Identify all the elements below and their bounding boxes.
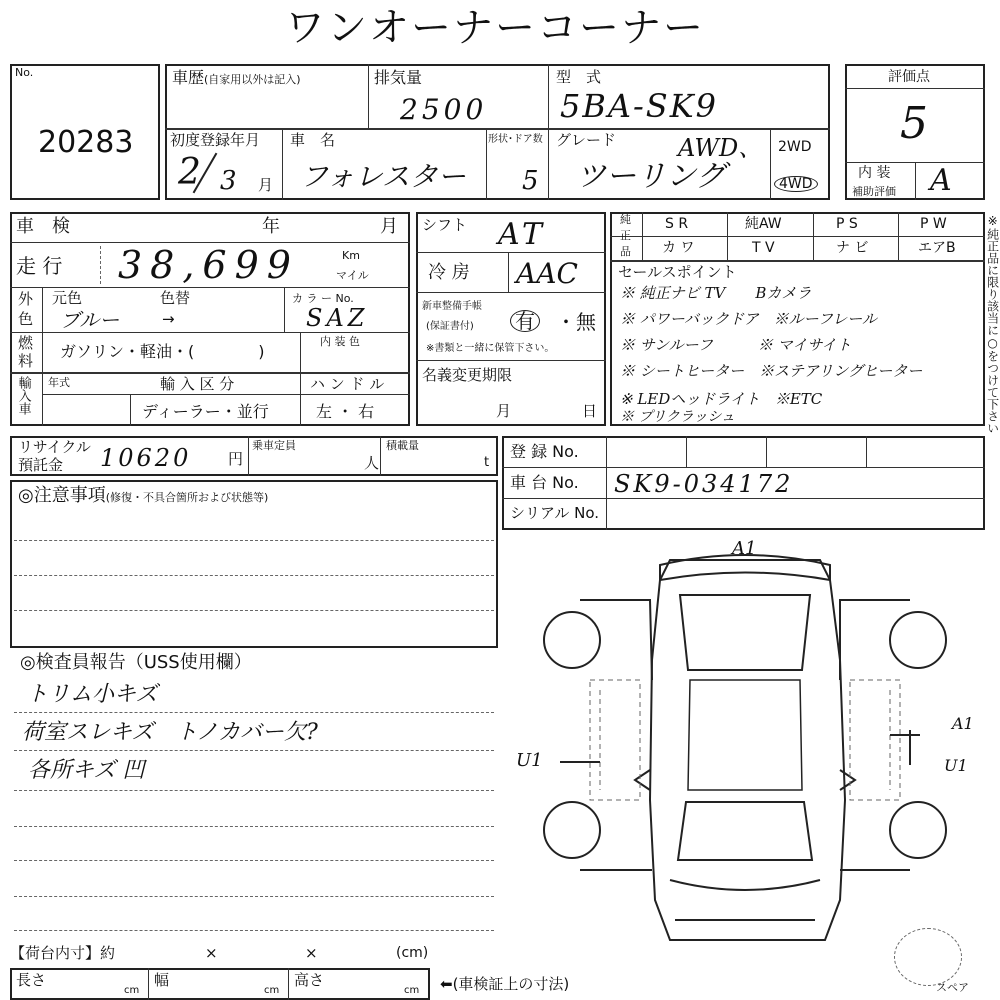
color-side-top: 外 bbox=[18, 290, 34, 308]
displacement-value: 2500 bbox=[400, 93, 488, 126]
fuel-side-bot: 料 bbox=[18, 352, 34, 370]
recycle-label-1: リサイクル bbox=[18, 438, 91, 456]
spare-label: スペア bbox=[936, 981, 969, 994]
recycle-unit: 円 bbox=[228, 450, 244, 468]
inspection-year: 年 bbox=[262, 216, 280, 237]
inspector-line: 荷室スレキズ トノカバー欠? bbox=[22, 720, 318, 745]
maintenance-label-1: 新車整備手帳 bbox=[422, 301, 482, 312]
registration-label: 登 録 No. bbox=[510, 442, 579, 461]
name-change-label: 名義変更期限 bbox=[422, 366, 513, 384]
sales-item: ※ 純正ナビ TV Bカメラ bbox=[620, 284, 812, 302]
height-unit: cm bbox=[404, 985, 420, 996]
chassis-label: 車 台 No. bbox=[510, 473, 579, 492]
orig-color-value: ブルー bbox=[60, 308, 120, 332]
damage-a1-right: A1 bbox=[952, 714, 974, 733]
car-name-label: 車 名 bbox=[290, 131, 336, 149]
option-airbag: エアB bbox=[918, 240, 956, 256]
spare-tire-circle bbox=[894, 928, 962, 986]
inspector-line: 各所キズ 凹 bbox=[28, 758, 145, 783]
inspection-label: 車 検 bbox=[16, 216, 70, 237]
color-side-bot: 色 bbox=[18, 310, 34, 328]
car-name-value: フォレスター bbox=[300, 160, 466, 193]
inspection-month: 月 bbox=[380, 216, 398, 237]
score-label: 評価点 bbox=[888, 69, 930, 85]
shift-label: シフト bbox=[422, 216, 468, 234]
color-code-value: SAZ bbox=[306, 304, 369, 332]
width-label: 幅 bbox=[154, 971, 170, 989]
color-arrow: → bbox=[162, 310, 175, 328]
sales-item: ※ パワーバックドア ※ルーフレール bbox=[620, 310, 877, 328]
fuel-value: ガソリン・軽油・( ) bbox=[60, 342, 265, 361]
score-value: 5 bbox=[900, 98, 928, 149]
maintenance-label-2: (保証書付) bbox=[426, 321, 474, 332]
import-category-value: ディーラー・並行 bbox=[142, 402, 269, 421]
width-unit: cm bbox=[264, 985, 280, 996]
sales-item: ※ プリクラッシュ bbox=[620, 409, 736, 425]
option-pw: P W bbox=[920, 216, 947, 232]
first-registration-label: 初度登録年月 bbox=[170, 131, 261, 149]
capacity-label: 乗車定員 bbox=[252, 439, 296, 452]
damage-u1-right: U1 bbox=[944, 756, 968, 775]
genuine-label-bot: 品 bbox=[620, 245, 631, 258]
damage-a1-top: A1 bbox=[732, 538, 757, 559]
option-sunroof: S R bbox=[665, 216, 689, 232]
capacity-unit: 人 bbox=[364, 454, 380, 472]
number-value: 20283 bbox=[38, 125, 134, 160]
aircon-value: AAC bbox=[516, 257, 578, 290]
page-title: ワンオーナーコーナー bbox=[285, 5, 705, 51]
grade-top: AWD、 bbox=[678, 134, 763, 162]
recycle-value: 10620 bbox=[100, 444, 192, 472]
maintenance-no: ・無 bbox=[556, 310, 596, 334]
name-change-day: 日 bbox=[582, 402, 598, 420]
handle-label: ハ ン ド ル bbox=[310, 375, 385, 393]
displacement-label: 排気量 bbox=[374, 68, 423, 87]
sales-points-label: セールスポイント bbox=[618, 263, 737, 281]
load-label: 積載量 bbox=[386, 439, 419, 452]
import-category-label: 輸 入 区 分 bbox=[160, 375, 235, 393]
option-navi: ナ ビ bbox=[836, 240, 869, 256]
option-tv: T V bbox=[752, 240, 775, 256]
genuine-label-top: 純 bbox=[620, 213, 631, 226]
fuel-side-top: 燃 bbox=[18, 334, 34, 352]
interior-score-value: A bbox=[930, 163, 952, 198]
grade-label: グレード bbox=[556, 131, 617, 149]
caution-label: ◎注意事項(修復・不具合箇所および状態等) bbox=[18, 485, 269, 506]
option-leather: カ ワ bbox=[662, 240, 695, 256]
maintenance-yes: 有 bbox=[510, 310, 540, 332]
first-registration-year: 2 bbox=[178, 152, 201, 193]
import-year-label: 年式 bbox=[48, 376, 70, 389]
maintenance-note: ※書類と一緒に保管下さい。 bbox=[426, 343, 555, 354]
cargo-x-2: × bbox=[305, 944, 318, 962]
aircon-label: 冷 房 bbox=[428, 262, 470, 283]
import-side-label: 輸入車 bbox=[15, 376, 31, 415]
cargo-note: ⬅(車検証上の寸法) bbox=[440, 975, 570, 993]
number-label: No. bbox=[15, 66, 34, 79]
mileage-value: 38,699 bbox=[118, 243, 299, 287]
history-label: 車歴(自家用以外は記入) bbox=[172, 68, 301, 87]
drive-4wd: 4WD bbox=[774, 176, 818, 192]
handle-value: 左 ・ 右 bbox=[316, 402, 375, 421]
orig-color-label: 元色 bbox=[52, 289, 83, 307]
mileage-unit-mile: マイル bbox=[336, 269, 369, 282]
interior-color-label: 内 装 色 bbox=[320, 335, 360, 348]
sales-item: ※ サンルーフ ※ マイサイト bbox=[620, 336, 852, 354]
sales-item: ※ LEDヘッドライト ※ETC bbox=[620, 390, 823, 408]
first-registration-month: 3 bbox=[220, 166, 237, 196]
month-unit: 月 bbox=[258, 176, 274, 194]
model-type-value: 5BA-SK9 bbox=[560, 87, 718, 125]
shift-value: AT bbox=[498, 217, 547, 252]
chassis-value: SK9-034172 bbox=[614, 470, 794, 498]
length-unit: cm bbox=[124, 985, 140, 996]
mileage-unit-km: Km bbox=[342, 249, 360, 262]
damage-u1-left: U1 bbox=[516, 750, 543, 771]
option-alloy: 純AW bbox=[745, 216, 782, 232]
change-color-label: 色替 bbox=[160, 289, 191, 307]
side-note: ※純正品に限り該当に○をつけて下さい bbox=[985, 214, 1000, 434]
cargo-dims-box bbox=[10, 968, 430, 1000]
car-diagram bbox=[540, 540, 960, 970]
recycle-label-2: 預託金 bbox=[18, 456, 64, 474]
length-label: 長さ bbox=[16, 971, 47, 989]
interior-score-label: 内 装 bbox=[858, 165, 891, 181]
mileage-label: 走 行 bbox=[16, 254, 63, 278]
height-label: 高さ bbox=[294, 971, 325, 989]
cargo-label: 【荷台内寸】約 bbox=[10, 944, 116, 962]
serial-label: シリアル No. bbox=[510, 504, 600, 522]
doors-value: 5 bbox=[522, 166, 539, 196]
model-type-label: 型 式 bbox=[556, 68, 602, 86]
drive-2wd: 2WD bbox=[778, 139, 812, 155]
color-code-label: カ ラ ー No. bbox=[292, 292, 354, 305]
name-change-month: 月 bbox=[496, 402, 512, 420]
inspector-line: トリム小キズ bbox=[26, 682, 158, 707]
genuine-label-mid: 正 bbox=[620, 229, 631, 242]
aux-score-label: 補助評価 bbox=[852, 185, 896, 198]
option-ps: P S bbox=[836, 216, 858, 232]
cargo-cm: (cm) bbox=[396, 945, 429, 961]
sales-item: ※ シートヒーター ※ステアリングヒーター bbox=[620, 362, 923, 380]
cargo-x-1: × bbox=[205, 944, 218, 962]
load-unit: t bbox=[484, 455, 490, 470]
inspector-label: ◎検査員報告（USS使用欄） bbox=[20, 652, 252, 673]
grade-value: ツーリング bbox=[576, 159, 726, 194]
doors-label: 形状･ドア数 bbox=[488, 134, 543, 145]
